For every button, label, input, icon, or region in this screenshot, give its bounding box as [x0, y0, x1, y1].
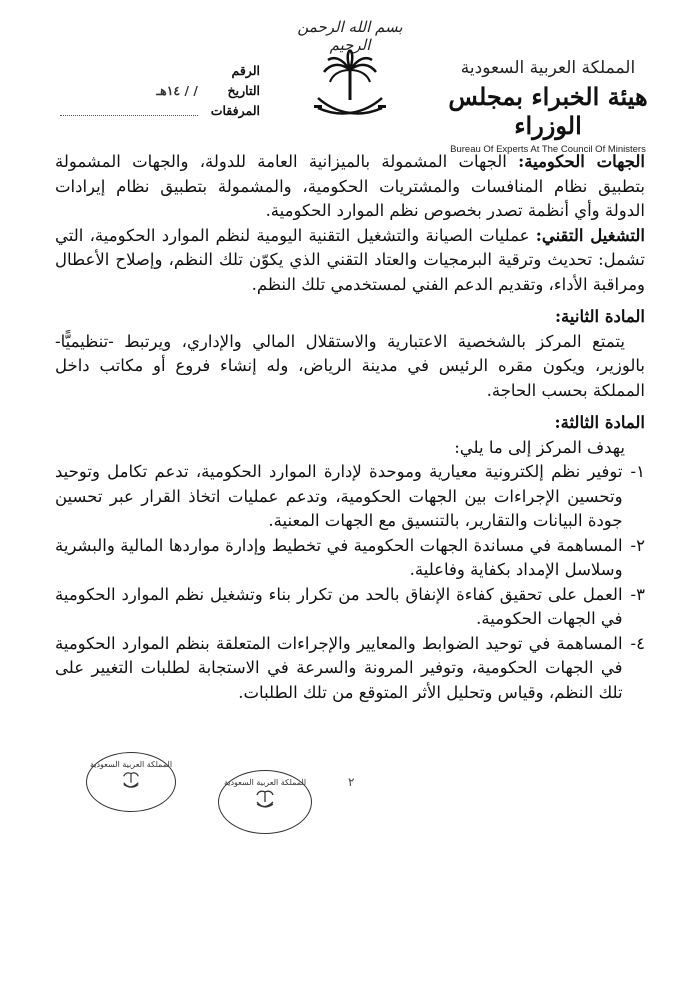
seal-emblem-icon [121, 770, 141, 790]
date-label: التاريخ [227, 82, 260, 98]
article-3-intro: يهدف المركز إلى ما يلي: [454, 437, 625, 457]
list-item-number: ١- [630, 462, 645, 481]
list-item-number: ٢- [630, 535, 645, 555]
definition-text: الجهات المشمولة بالميزانية العامة للدولة، والجهات المشمولة بتطبيق نظام المنافسات والمشتريات الحكومية، والمشمولة بتطبيق نظام إيرادات الدولة وأي أنظمة تصدر بخصوص نظم الموارد الحكومية. [55, 152, 645, 220]
list-item-number: ٣- [630, 584, 645, 604]
letterhead-right [448, 58, 648, 155]
page-number: ٢ [348, 775, 355, 789]
bureau-name-en: Bureau Of Experts At The Council Of Ministers [450, 144, 646, 155]
article-3-title: المادة الثالثة: [554, 413, 645, 432]
meta-number-row [60, 60, 260, 80]
list-item [55, 632, 645, 706]
date-value: / / ١٤هـ [156, 82, 198, 98]
list-item-text: المساهمة في مساندة الجهات الحكومية في تخطيط وإدارة مواردها المالية والبشرية وسلاسل الإمداد بكفاية وفاعلية. [55, 535, 623, 579]
definition-government-entities [55, 150, 645, 224]
document-body [55, 150, 645, 705]
attachments-label: المرفقات [210, 102, 260, 118]
list-item [55, 460, 645, 534]
seal-emblem-icon [254, 788, 276, 810]
definition-term: الجهات الحكومية: [518, 152, 645, 171]
letter-meta [60, 60, 260, 120]
seal-text: المملكة العربية السعودية [223, 778, 307, 787]
seal-text: المملكة العربية السعودية [89, 760, 173, 769]
meta-attachments-row [60, 100, 260, 120]
kingdom-name: المملكة العربية السعودية [460, 58, 636, 78]
basmala: بسم الله الرحمن الرحيم [297, 18, 403, 54]
list-item-text: العمل على تحقيق كفاءة الإنفاق بالحد من تكرار بناء وتشغيل نظم الموارد الحكومية في الجهات الحكومية. [55, 584, 623, 628]
definition-term: التشغيل التقني: [535, 225, 646, 245]
official-seal-stamp [218, 770, 312, 834]
list-item-number: ٤- [630, 633, 645, 653]
article-2-text: يتمتع المركز بالشخصية الاعتبارية والاستقلال المالي والإداري، ويرتبط -تنظيميًّا- بالوزير، ويكون مقره الرئيس في مدينة الرياض، وله إنشاء فروع أو مكاتب داخل المملكة بحسب الحاجة. [55, 331, 645, 400]
meta-date-row [60, 80, 260, 100]
bureau-name-ar: هيئة الخبراء بمجلس الوزراء [448, 82, 648, 140]
definition-technical-operation [55, 224, 645, 298]
list-item-text: المساهمة في توحيد الضوابط والمعايير والإجراءات المتعلقة بنظم الموارد الحكومية في الجهات الحكومية، وتوفير المرونة والسرعة في الاستجابة لطلبات التغيير على تلك النظم، وقياس وتحليل الأثر المتوقع من تلك الطلبات. [55, 633, 623, 702]
article-2-title: المادة الثانية: [554, 307, 645, 326]
attachments-value [60, 105, 198, 116]
official-seal-stamp [86, 752, 176, 812]
list-item [55, 534, 645, 583]
list-item-text: توفير نظم إلكترونية معيارية وموحدة لإدارة الموارد الحكومية، تدعم تكامل وتوحيد وتحسين الإجراءات بين الجهات الحكومية، وتدعم عمليات اتخاذ القرار عبر تحسين جودة البيانات والتقارير، بالتنسيق مع الجهات المعنية. [55, 462, 623, 530]
definition-text: عمليات الصيانة والتشغيل التقنية اليومية لنظم الموارد الحكومية، التي تشمل: تحديث وترقية البرمجيات والعتاد التقني الذي يكوّن تلك النظم، وإصلاح الأعطال ومراقبة الأداء، وتقديم الدعم الفني لمستخدمي تلك النظم. [55, 225, 645, 294]
number-label: الرقم [231, 62, 260, 78]
list-item [55, 583, 645, 632]
saudi-emblem-icon [310, 48, 390, 128]
